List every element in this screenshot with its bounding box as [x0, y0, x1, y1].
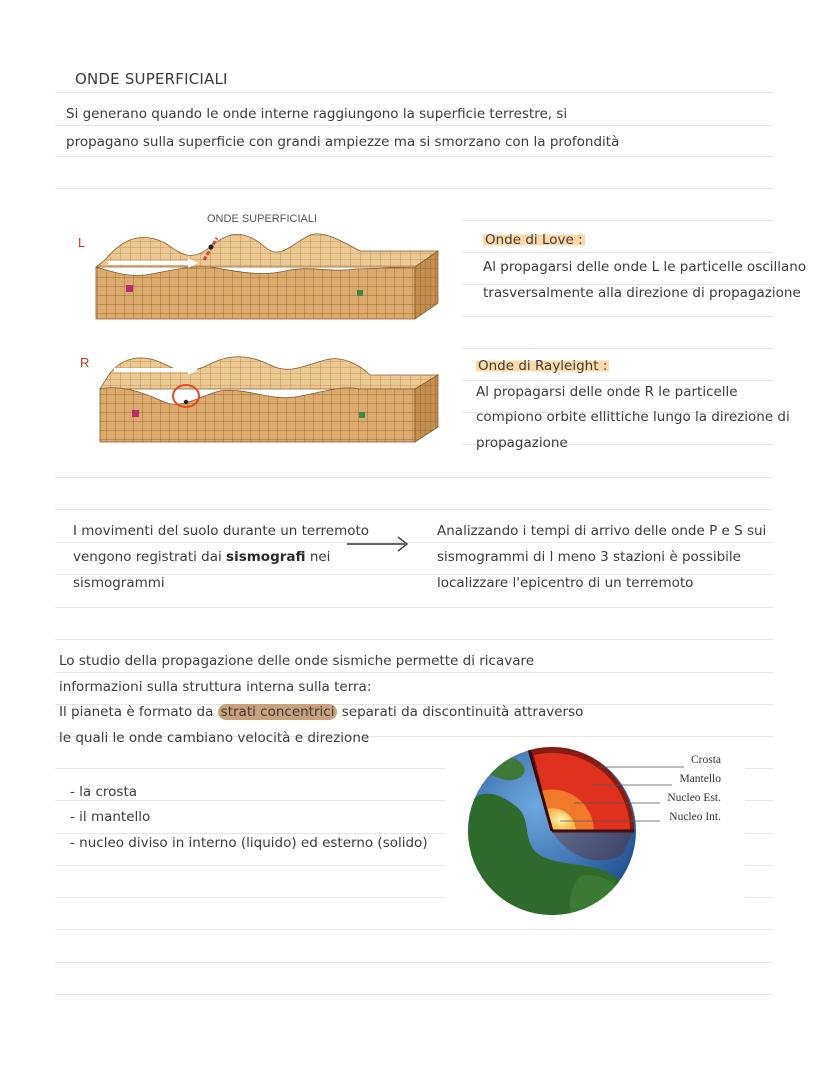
- study-line-3-post: separati da discontinuità attraverso: [337, 704, 584, 720]
- love-line-2: trasversalmente alla direzione di propagazione: [483, 285, 801, 301]
- rayleigh-wave-label: R: [80, 355, 90, 370]
- ruled-line: [55, 125, 773, 126]
- ruled-line: [462, 220, 773, 221]
- ruled-line: [55, 865, 445, 866]
- love-title-text: Onde di Love :: [485, 232, 583, 248]
- love-line-1: Al propagarsi delle onde L le particelle oscillano: [483, 259, 807, 275]
- earth-label-crust: Crosta: [690, 754, 721, 766]
- ruled-line: [745, 865, 773, 866]
- rayleigh-title-text: Onde di Rayleight :: [478, 358, 608, 374]
- ruled-line: [55, 897, 445, 898]
- intro-line-1: Si generano quando le onde interne raggiungono la superficie terrestre, si: [66, 106, 568, 122]
- arrow-right-icon: [345, 534, 411, 554]
- study-line-3-pre: Il pianeta è formato da: [59, 704, 218, 720]
- layer-list-item: - il mantello: [70, 809, 151, 825]
- rayleigh-title: [476, 357, 609, 375]
- intro-line-2: propagano sulla superficie con grandi ampiezze ma si smorzano con la profondità: [66, 134, 620, 150]
- waves-figure-caption: ONDE SUPERFICIALI: [207, 213, 318, 225]
- layer-list-item: - la crosta: [70, 784, 138, 800]
- seismo-left-post: nei: [305, 549, 331, 565]
- study-line-2: informazioni sulla struttura interna sulla terra:: [59, 679, 372, 695]
- ruled-line: [55, 639, 773, 640]
- earth-globe: [462, 746, 636, 920]
- earth-layers-figure: [462, 745, 732, 920]
- earth-label-outer-core: Nucleo Est.: [667, 792, 721, 804]
- ruled-line: [55, 994, 773, 995]
- study-line-3: [59, 703, 583, 721]
- rayleigh-line-3: propagazione: [476, 435, 568, 451]
- study-line-1: Lo studio della propagazione delle onde sismiche permette di ricavare: [59, 653, 535, 669]
- surface-waves-figure: [70, 205, 450, 450]
- study-line-4: le quali le onde cambiano velocità e direzione: [59, 730, 370, 746]
- rayleigh-line-1: Al propagarsi delle onde R le particelle: [476, 384, 738, 400]
- ruled-line: [462, 380, 773, 381]
- earth-label-mantle: Mantello: [679, 773, 721, 785]
- seismo-left-line-2: [73, 548, 330, 566]
- ruled-line: [462, 316, 773, 317]
- layer-list-item: - nucleo diviso in interno (liquido) ed esterno (solido): [70, 835, 428, 851]
- rayleigh-wave-block: [100, 357, 438, 442]
- ruled-line: [55, 962, 773, 963]
- seismo-right-line-1: Analizzando i tempi di arrivo delle onde P e S sui: [437, 523, 767, 539]
- ruled-line: [745, 897, 773, 898]
- ruled-line: [55, 768, 445, 769]
- ruled-line: [745, 800, 773, 801]
- ruled-line: [462, 252, 773, 253]
- earth-label-inner-core: Nucleo Int.: [669, 811, 721, 823]
- strati-concentrici-highlight: strati concentrici: [218, 704, 338, 720]
- ruled-line: [55, 477, 773, 478]
- seismo-right-line-2: sismogrammi di l meno 3 stazioni è possibile: [437, 549, 741, 565]
- seismo-left-line-1: I movimenti del suolo durante un terremoto: [73, 523, 370, 539]
- rayleigh-line-2: compiono orbite ellittiche lungo la direzione di: [476, 409, 790, 425]
- ruled-line: [745, 768, 773, 769]
- ruled-line: [55, 92, 773, 93]
- ruled-line: [745, 833, 773, 834]
- ruled-line: [55, 509, 773, 510]
- ruled-line: [462, 348, 773, 349]
- love-wave-block: [96, 234, 438, 319]
- ruled-line: [55, 156, 773, 157]
- ruled-line: [55, 188, 773, 189]
- seismo-left-line-3: sismogrammi: [73, 575, 165, 591]
- seismo-right-line-3: localizzare l'epicentro di un terremoto: [437, 575, 694, 591]
- ruled-line: [55, 542, 773, 543]
- section-title: ONDE SUPERFICIALI: [75, 70, 228, 88]
- ruled-line: [55, 607, 773, 608]
- ruled-line: [55, 672, 773, 673]
- love-wave-label: L: [78, 235, 86, 250]
- seismografi-bold: sismografi: [226, 549, 306, 565]
- ruled-line: [55, 929, 773, 930]
- seismo-left-pre: vengono registrati dai: [73, 549, 227, 565]
- love-title: [483, 231, 585, 249]
